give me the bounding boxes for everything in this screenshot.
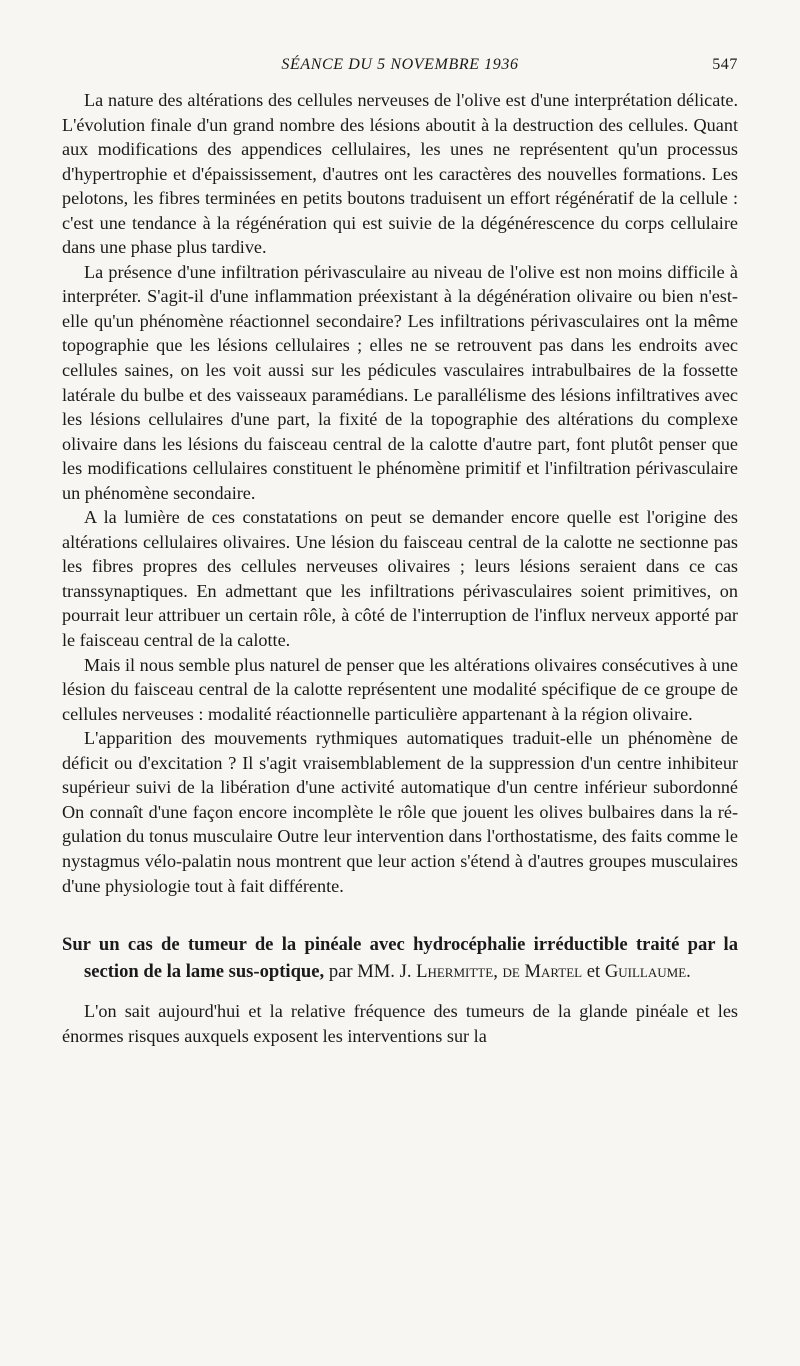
paragraph-2: La présence d'une infiltration périvasculaire au niveau de l'olive est non moins difficile à interpréter. S'agit-il d'une inflammation préexistant à la dégénération olivaire ou bien n'est-elle qu'un phénomène réactionnel secondaire? Les infiltrations périvasculaires ont la même topographie que les lésions cellulaires ; elles ne se retrouvent pas dans les endroits avec cellules saines, on les voit aussi sur les pédicules vasculaires intrabulbaires de la fossette latérale du bulbe et des vaisseaux paramédians. Le parallélisme des lésions infiltratives avec les lésions cellulaires d'une part, la fixité de la topographie des altérations du complexe olivaire dans les lésions du faisceau central de la calotte d'autre part, font plutôt penser que les modifications cellulaires constituent le phénomène primitif et l'infiltration périvasculaire un phénomène secondaire. [62,261,738,503]
section-heading [62,931,738,985]
section-body [62,999,738,1048]
paragraph-1: La nature des altérations des cellules nerveuses de l'olive est d'une interprétation délicate. L'évolution finale d'un grand nombre des lésions aboutit à la destruction des cellules. Quant aux modifications des appendices cellulaires, les unes ne représentent qu'un processus d'hypertrophie et d'épaississement, d'autres ont les caractères des nouvelles formations. Les pelotons, les fibres terminées en petits boutons traduisent un effort régénératif de la cellule : c'est une tendance à la régénération qui est suivie de la dégénérescence du corps cellulaire dans une phase plus tardive. [62,90,738,258]
section-title: Sur un cas de tumeur de la pinéale avec hydrocéphalie irréductible traité par la section de la lame sus-optique, [62,934,738,983]
running-title: SÉANCE DU 5 NOVEMBRE 1936 [281,56,519,73]
author-lhermitte: Lhermitte [416,961,494,983]
heading-end: . [686,961,691,983]
paragraph-4: Mais il nous semble plus naturel de penser que les altérations olivaires consécutives à une lésion du faisceau central de la calotte représentent une modalité spécifique de ce groupe de cellules nerveuses : modalité réactionnelle particulière appartenant à la région olivaire. [62,654,738,724]
paragraph-3: A la lumière de ces constatations on peut se demander encore quelle est l'origine des altérations cellulaires olivaires. Une lésion du faisceau central de la calotte ne sectionne pas les fibres propres des cellules nerveuses olivaires ; leurs lésions seraient dans ce cas transsynaptiques. En admettant que les infiltrations périvasculaires soient primitives, on pourrait leur attribuer un certain rôle, à côté de l'interruption de l'influx nerveux apporté par le faisceau central de la calotte. [62,507,738,651]
author-guillaume: Guillaume [604,961,687,983]
page [62,56,738,1346]
authors-prefix: par MM. J. [324,961,417,983]
paragraph-5: L'apparition des mouvements rythmiques automatiques traduit-elle un phénomène de déficit ou d'excitation ? Il s'agit vraisemblablement de la suppression d'un centre inhibiteur supérieur suivi de la libération d'une activité automatique d'un centre inférieur subordonné On connaît d'une façon encore incomplète le rôle que jouent les olives bulbaires dans la régulation du tonus musculaire Outre leur intervention dans l'orthostatisme, des faits comme le nystagmus vélo-palatin nous montrent que leur action s'étend à d'autres groupes musculaires d'une physiologie tout à fait différente. [62,728,738,896]
author-de-martel: de Martel [502,961,583,983]
running-head [62,56,738,84]
author-separator: , [493,961,503,983]
body-text [62,88,738,898]
section-paragraph-1: L'on sait aujourd'hui et la relative fréquence des tumeurs de la glande pinéale et les énormes risques auxquels exposent les interventions sur la [62,1001,738,1046]
page-number: 547 [712,56,738,73]
author-conjunction: et [582,961,605,983]
